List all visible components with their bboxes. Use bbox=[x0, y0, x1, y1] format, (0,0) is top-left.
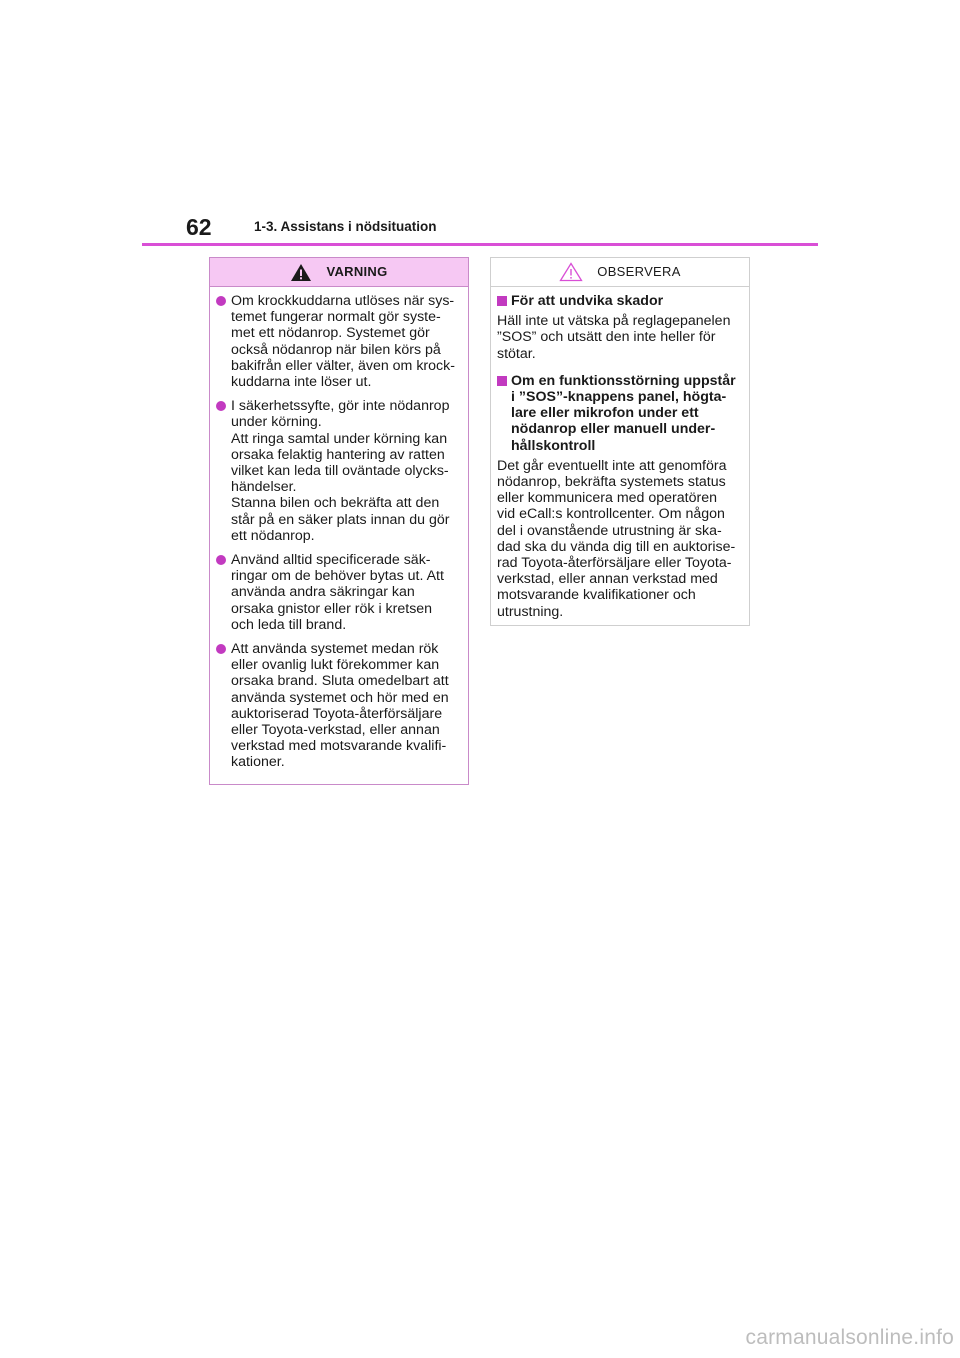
warning-item bbox=[216, 398, 462, 544]
warning-body bbox=[210, 287, 468, 771]
warning-item-text: Använd alltid specificerade säk- ringar om de behöver bytas ut. Att använda andra säkringar kan orsaka gnistor eller rök i kretsen och leda till brand. bbox=[231, 552, 444, 633]
caution-triangle-outline-icon bbox=[559, 262, 583, 282]
notice-heading-text: Om en funktionsstörning uppstår i ”SOS”-knappens panel, högta- lare eller mikrofon under ett nödanrop eller manuell under- hållskontroll bbox=[511, 372, 736, 454]
warning-box-header bbox=[210, 258, 468, 287]
warning-box bbox=[209, 257, 469, 785]
bullet-icon bbox=[216, 644, 229, 655]
notice-box-header bbox=[491, 258, 749, 287]
watermark-text: carmanualsonline.info bbox=[745, 1326, 954, 1349]
notice-heading bbox=[497, 293, 743, 309]
warning-item-text: Om krockkuddarna utlöses när sys- temet fungerar normalt gör syste- met ett nödanrop. Systemet gör också nödanrop när bilen körs på bakifrån eller välter, även om krock- kuddarna inte löser ut. bbox=[231, 293, 455, 391]
notice-title: OBSERVERA bbox=[597, 263, 681, 279]
header-divider bbox=[142, 243, 818, 246]
bullet-icon bbox=[216, 555, 229, 566]
bullet-icon bbox=[216, 401, 229, 412]
notice-heading-text: För att undvika skador bbox=[511, 293, 664, 309]
warning-item-text: I säkerhetssyfte, gör inte nödanrop under körning. Att ringa samtal under körning kan orsaka felaktig hantering av ratten vilket kan leda till oväntade olycks- händelser. Stanna bilen och bekräfta att den står på en säker plats innan du gör ett nödanrop. bbox=[231, 398, 450, 544]
warning-item bbox=[216, 293, 462, 390]
square-bullet-icon bbox=[497, 376, 511, 386]
warning-item bbox=[216, 641, 462, 771]
section-title: 1-3. Assistans i nödsituation bbox=[254, 219, 437, 234]
warning-item-text: Att använda systemet medan rök eller ovanlig lukt förekommer kan orsaka brand. Sluta omedelbart att använda systemet och hör med en auktoriserad Toyota-återförsäljare eller Toyota-verkstad, eller annan verkstad med motsvarande kvalifi- kationer. bbox=[231, 641, 449, 771]
notice-box bbox=[490, 257, 750, 626]
warning-triangle-icon bbox=[290, 263, 312, 282]
notice-paragraph: Häll inte ut vätska på reglagepanelen ”SOS” och utsätt den inte heller för stötar. bbox=[497, 313, 731, 362]
warning-title: VARNING bbox=[326, 263, 388, 279]
notice-heading bbox=[497, 373, 743, 454]
bullet-icon bbox=[216, 296, 229, 307]
notice-paragraph: Det går eventuellt inte att genomföra nödanrop, bekräfta systemets status eller kommunicera med operatören vid eCall:s kontrollcenter. Om någon del i ovanstående utrustning är ska- dad ska du vända dig till en auktorise- rad Toyota-återförsäljare eller Toyota- verkstad, eller annan verkstad med motsvarande kvalifikationer och utrustning. bbox=[497, 457, 736, 620]
notice-body bbox=[491, 287, 749, 620]
page-number: 62 bbox=[186, 214, 212, 240]
warning-item bbox=[216, 552, 462, 633]
square-bullet-icon bbox=[497, 296, 511, 306]
